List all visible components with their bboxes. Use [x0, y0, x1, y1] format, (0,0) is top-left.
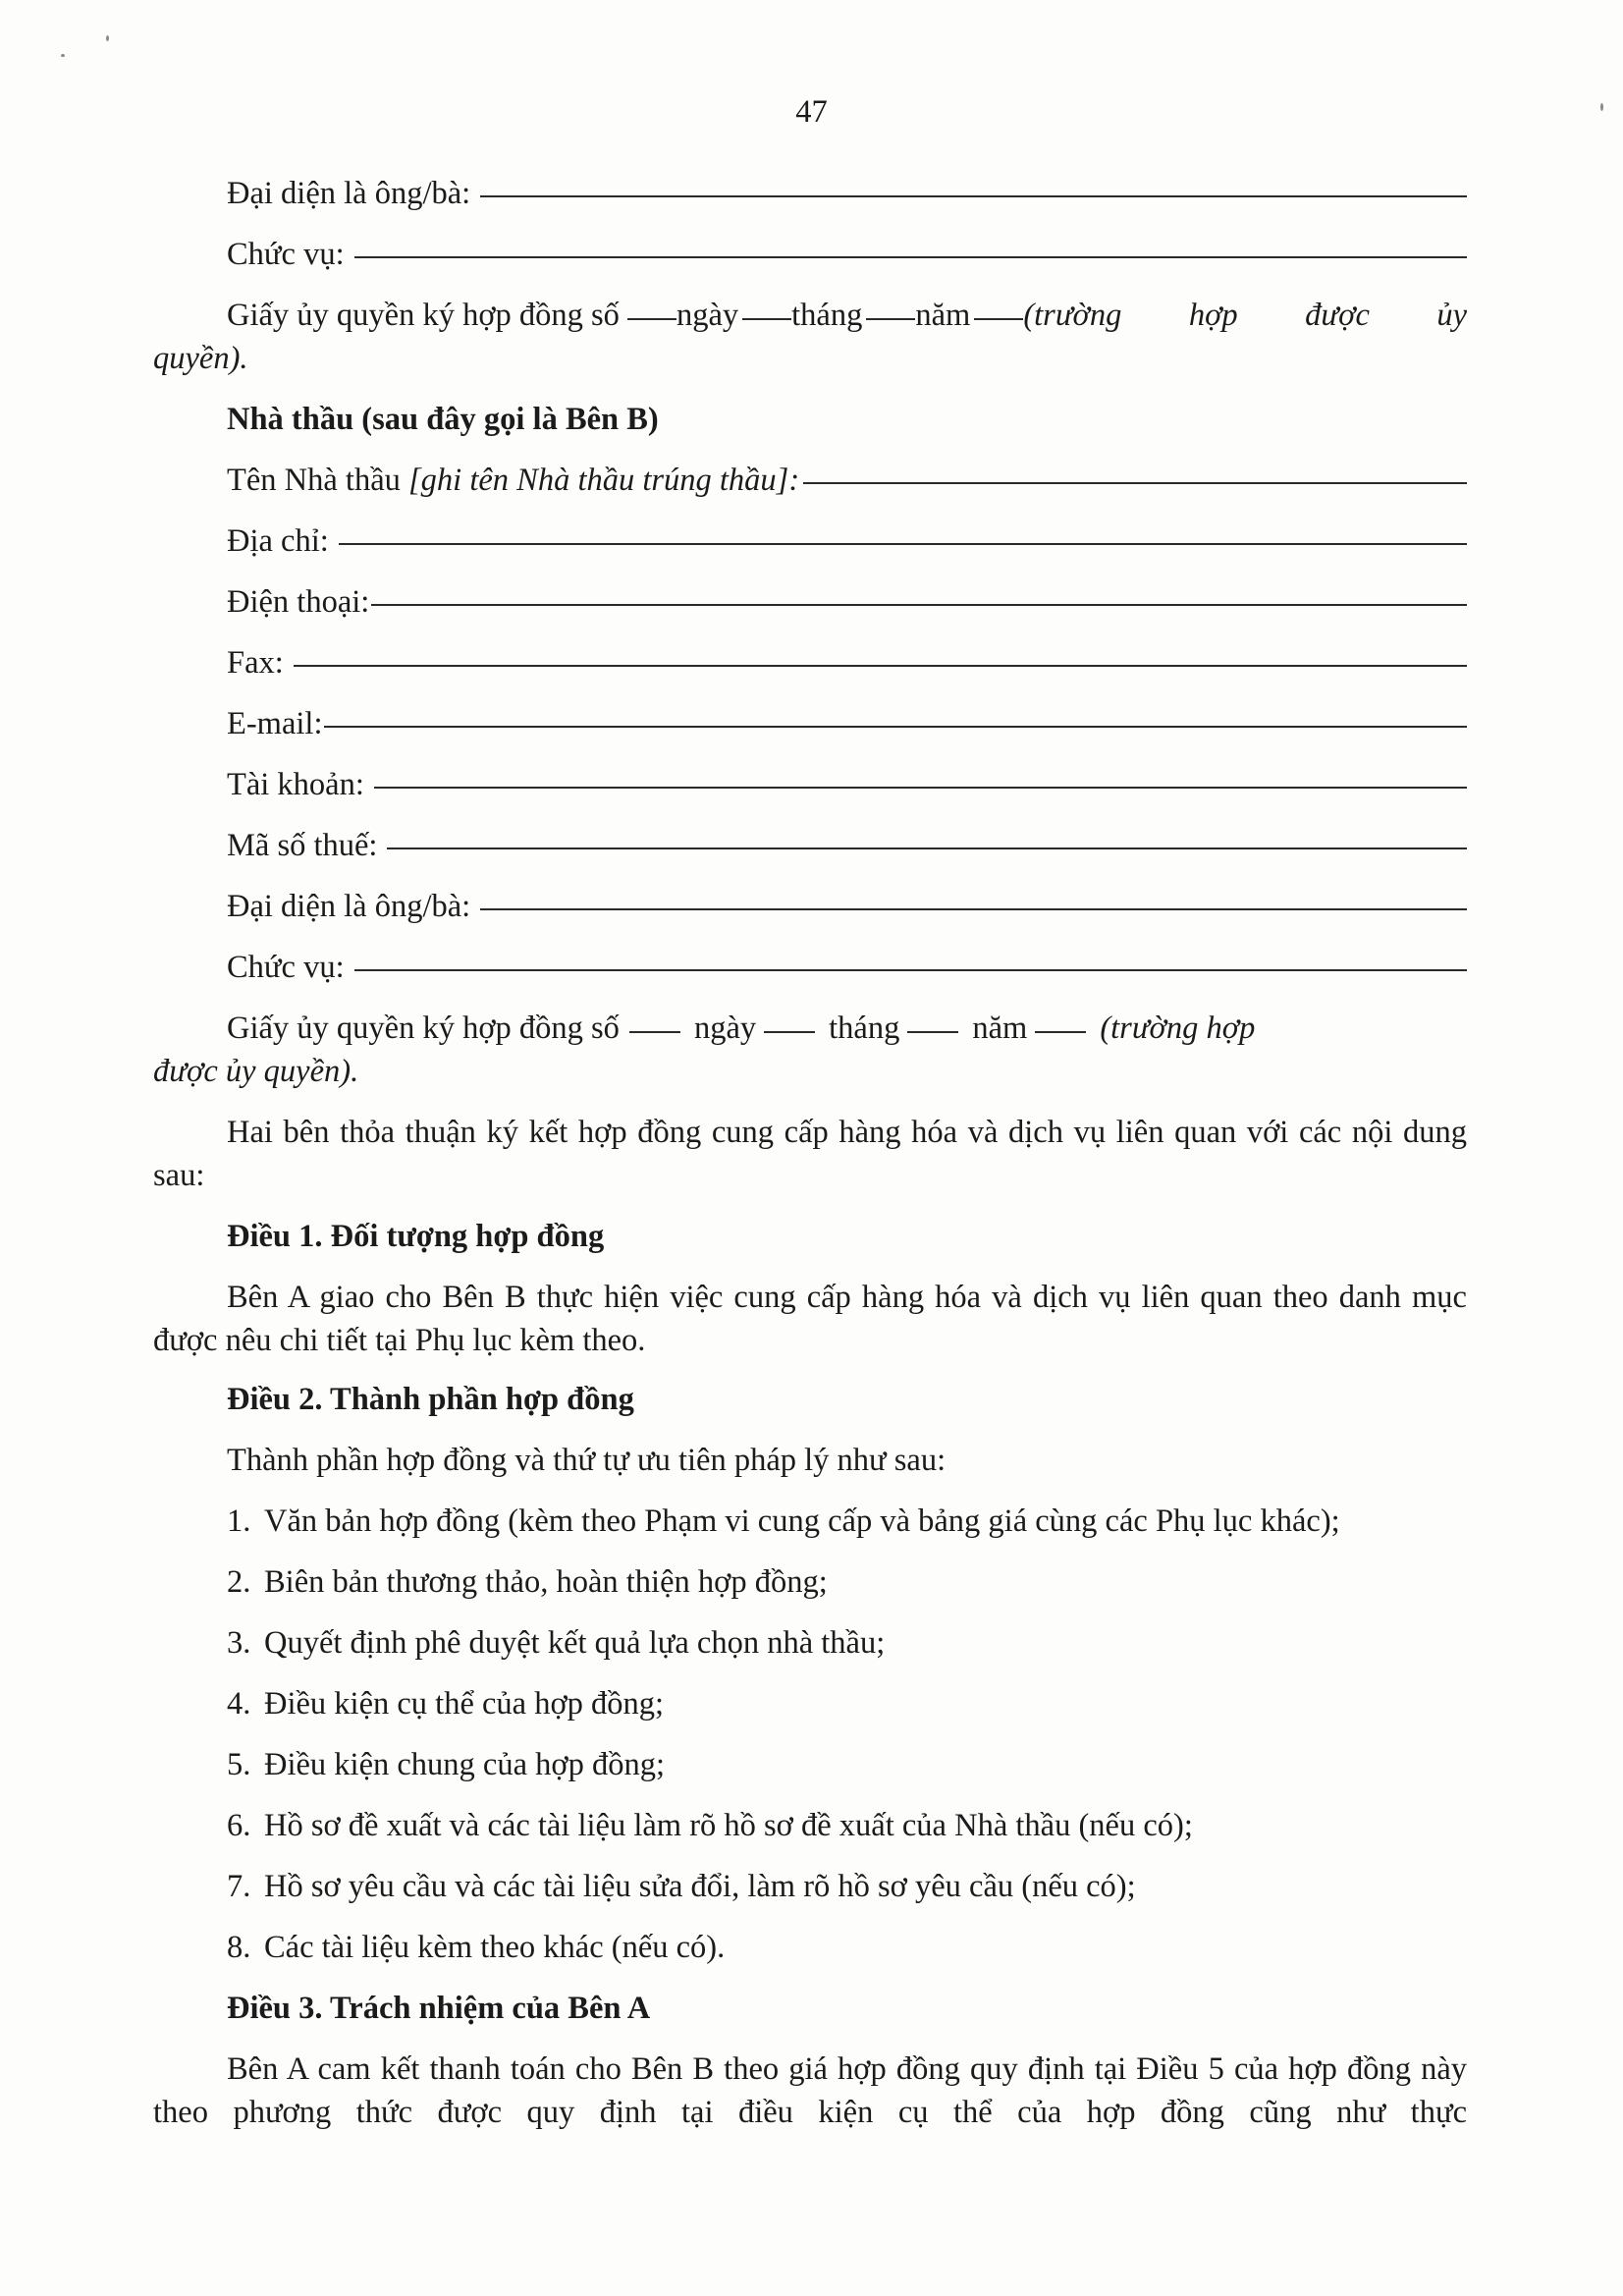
field-label: Chức vụ: [227, 950, 345, 985]
side-a-representative-field [153, 172, 1467, 233]
blank-line [354, 256, 1467, 258]
list-item [153, 1926, 1467, 1987]
blank-line [339, 543, 1467, 545]
side-b-position-field [153, 946, 1467, 1007]
blank-line [371, 604, 1467, 606]
blank-month [866, 318, 915, 320]
side-b-representative-field [153, 885, 1467, 946]
blank-day [742, 318, 791, 320]
side-b-heading: Nhà thầu (sau đây gọi là Bên B) [227, 402, 659, 437]
field-hint: [ghi tên Nhà thầu trúng thầu]: [408, 463, 800, 498]
side-b-address-field [153, 519, 1467, 580]
field-label: Fax: [227, 645, 284, 681]
list-text: Các tài liệu kèm theo khác (nếu có). [264, 1930, 726, 1965]
blank-line [480, 908, 1467, 910]
authorization-month: tháng [791, 298, 863, 333]
blank-year [1035, 1031, 1086, 1033]
side-b-tax-code-field [153, 824, 1467, 885]
list-item [153, 1865, 1467, 1926]
field-label: Chức vụ: [227, 237, 345, 272]
field-label: E-mail: [227, 706, 323, 741]
list-text: Hồ sơ yêu cầu và các tài liệu sửa đổi, làm rõ hồ sơ yêu cầu (nếu có); [264, 1869, 1136, 1904]
list-item [153, 1500, 1467, 1560]
list-text: Văn bản hợp đồng (kèm theo Phạm vi cung cấp và bảng giá cùng các Phụ lục khác); [264, 1503, 1340, 1539]
list-item [153, 1682, 1467, 1743]
authorization-year: năm [915, 298, 971, 333]
list-text: Biên bản thương thảo, hoàn thiện hợp đồng; [264, 1564, 828, 1600]
list-text: Điều kiện cụ thể của hợp đồng; [264, 1686, 665, 1722]
list-text: Hồ sơ đề xuất và các tài liệu làm rõ hồ sơ đề xuất của Nhà thầu (nếu có); [264, 1808, 1193, 1843]
list-number: 5. [227, 1747, 251, 1782]
blank-line [294, 665, 1467, 667]
blank-line [354, 969, 1467, 971]
list-number: 1. [227, 1503, 251, 1539]
document-body [153, 172, 1467, 2152]
scan-speck [106, 35, 109, 41]
side-a-authorization-note-cont [153, 337, 1467, 398]
field-label: Tên Nhà thầu [227, 463, 409, 498]
field-label: Tài khoản: [227, 767, 364, 802]
side-b-authorization-note-cont [153, 1050, 1467, 1111]
list-text: Điều kiện chung của hợp đồng; [264, 1747, 665, 1782]
article-2-heading: Điều 2. Thành phần hợp đồng [227, 1382, 634, 1417]
scan-speck [61, 54, 65, 57]
blank-line [374, 787, 1467, 789]
blank-line [480, 195, 1467, 197]
article-1-heading: Điều 1. Đối tượng hợp đồng [227, 1219, 605, 1254]
side-b-email-field [153, 702, 1467, 763]
list-text: Quyết định phê duyệt kết quả lựa chọn nhà thầu; [264, 1625, 886, 1661]
blank-line [803, 482, 1467, 484]
blank-number [627, 318, 676, 320]
list-number: 2. [227, 1564, 251, 1600]
list-number: 8. [227, 1930, 251, 1965]
authorization-year: năm [972, 1011, 1028, 1046]
blank-day [764, 1031, 815, 1033]
blank-month [907, 1031, 958, 1033]
blank-number [629, 1031, 680, 1033]
authorization-prefix: Giấy ủy quyền ký hợp đồng số [227, 1011, 620, 1046]
article-3-heading: Điều 3. Trách nhiệm của Bên A [227, 1991, 651, 2026]
authorization-prefix: Giấy ủy quyền ký hợp đồng số [227, 298, 620, 333]
blank-line [324, 726, 1467, 728]
list-item [153, 1560, 1467, 1621]
side-b-authorization-line [153, 1007, 1467, 1050]
side-a-position-field [153, 233, 1467, 294]
list-number: 7. [227, 1869, 251, 1904]
side-b-name-field [153, 459, 1467, 519]
article-3-body: Bên A cam kết thanh toán cho Bên B theo giá hợp đồng quy định tại Điều 5 của hợp đồng này theo phương thức được quy định tại điều kiện cụ thể của hợp đồng cũng như thực [153, 2051, 1467, 2130]
blank-line [387, 847, 1467, 849]
list-number: 4. [227, 1686, 251, 1722]
side-b-account-field [153, 763, 1467, 824]
scan-speck [1600, 103, 1603, 111]
field-label: Đại diện là ông/bà: [227, 176, 471, 211]
blank-year [974, 318, 1023, 320]
page-number: 47 [795, 94, 828, 130]
authorization-day: ngày [693, 1011, 757, 1046]
article-1-body: Bên A giao cho Bên B thực hiện việc cung cấp hàng hóa và dịch vụ liên quan theo danh mục được nêu chi tiết tại Phụ lục kèm theo. [153, 1280, 1467, 1358]
list-item [153, 1804, 1467, 1865]
authorization-note: (trường hợp được ủy [1023, 298, 1467, 333]
authorization-note-cont: quyền). [153, 341, 248, 376]
field-label: Điện thoại: [227, 584, 370, 620]
agreement-paragraph: Hai bên thỏa thuận ký kết hợp đồng cung cấp hàng hóa và dịch vụ liên quan với các nội dung sau: [153, 1115, 1467, 1193]
side-a-authorization-line [153, 294, 1467, 337]
authorization-note-cont: được ủy quyền). [153, 1054, 359, 1089]
side-b-fax-field [153, 641, 1467, 702]
side-b-phone-field [153, 580, 1467, 641]
list-number: 3. [227, 1625, 251, 1661]
list-number: 6. [227, 1808, 251, 1843]
authorization-day: ngày [676, 298, 739, 333]
field-label: Địa chỉ: [227, 523, 329, 559]
field-label: Đại diện là ông/bà: [227, 889, 471, 924]
list-item [153, 1743, 1467, 1804]
field-label: Mã số thuế: [227, 828, 378, 863]
list-item [153, 1621, 1467, 1682]
article-2-intro: Thành phần hợp đồng và thứ tự ưu tiên pháp lý như sau: [227, 1443, 947, 1478]
authorization-month: tháng [829, 1011, 900, 1046]
authorization-note: (trường hợp [1100, 1011, 1256, 1046]
